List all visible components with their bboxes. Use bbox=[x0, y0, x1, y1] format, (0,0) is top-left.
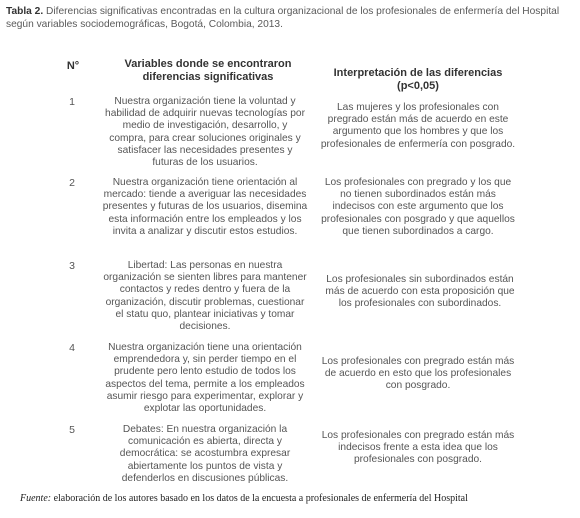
header-variables: Variables donde se encontraron diferencias significativas bbox=[124, 58, 292, 83]
header-num: N° bbox=[66, 60, 80, 72]
row-3-num: 3 bbox=[69, 260, 75, 272]
row-2-interpretation: Los profesionales con pregrado y los que no tienen subordinados están más indecisos con este argumento que los profesionales con posgrado y que aquellos que tienen subordinados a cargo. bbox=[321, 177, 515, 237]
row-3-interpretation: Los profesionales sin subordinados están más de acuerdo con esta proposición que los profesionales con subordinados. bbox=[325, 274, 515, 310]
row-2-num: 2 bbox=[69, 177, 75, 189]
header-interpretation: Interpretación de las diferencias (p<0,05) bbox=[333, 67, 503, 92]
row-5-num: 5 bbox=[69, 424, 75, 436]
caption-text: Diferencias significativas encontradas en la cultura organizacional de los profesionales de enfermería del Hospital según variables sociodemográficas, Bogotá, Colombia, 2013. bbox=[6, 6, 560, 30]
row-1-variable: Nuestra organización tiene la voluntad y habilidad de adquirir nuevas tecnologías por medio de investigación, desarrollo, y compra, para crear soluciones originales y satisfacer las necesidades presentes y futuras de los usuarios. bbox=[105, 96, 305, 169]
row-4-variable: Nuestra organización tiene una orientación emprendedora y, sin perder tiempo en el prudente pero lento estudio de todos los aspectos del tema, permite a los empleados asumir riesgo para experimentar, explorar y explotar las oportunidades. bbox=[105, 342, 305, 415]
footer-text: elaboración de los autores basado en los datos de la encuesta a profesionales de enfermería del Hospital bbox=[53, 493, 468, 504]
table-footer bbox=[20, 493, 468, 504]
row-5-interpretation: Los profesionales con pregrado están más indecisos frente a esta idea que los profesionales con posgrado. bbox=[321, 430, 515, 466]
row-1-num: 1 bbox=[69, 96, 75, 108]
row-5-variable: Debates: En nuestra organización la comunicación es abierta, directa y democrática: se acostumbra expresar abiertamente los puntos de vista y defenderlos en discusiones públicas. bbox=[119, 424, 291, 484]
row-1-interpretation: Las mujeres y los profesionales con pregrado están más de acuerdo en este argumento que los hombres y que los profesionales de enfermería con posgrado. bbox=[320, 102, 516, 150]
row-3-variable: Libertad: Las personas en nuestra organización se sienten libres para mantener contactos y redes dentro y fuera de la organización, discutir problemas, cuestionar el statu quo, plantear iniciativas y tomar decisiones. bbox=[103, 260, 307, 333]
row-4-interpretation: Los profesionales con pregrado están más de acuerdo en esto que los profesionales con posgrado. bbox=[321, 356, 515, 392]
caption-label: Tabla 2. bbox=[6, 6, 44, 17]
footer-label: Fuente: bbox=[20, 493, 52, 504]
row-2-variable: Nuestra organización tiene orientación al mercado: tiende a averiguar las necesidades presentes y futuras de los usuarios, disemina esta información entre los empleados y los invita a analizar y discutir estos estudios. bbox=[102, 177, 308, 237]
table-caption bbox=[6, 6, 572, 31]
row-4-num: 4 bbox=[69, 342, 75, 354]
